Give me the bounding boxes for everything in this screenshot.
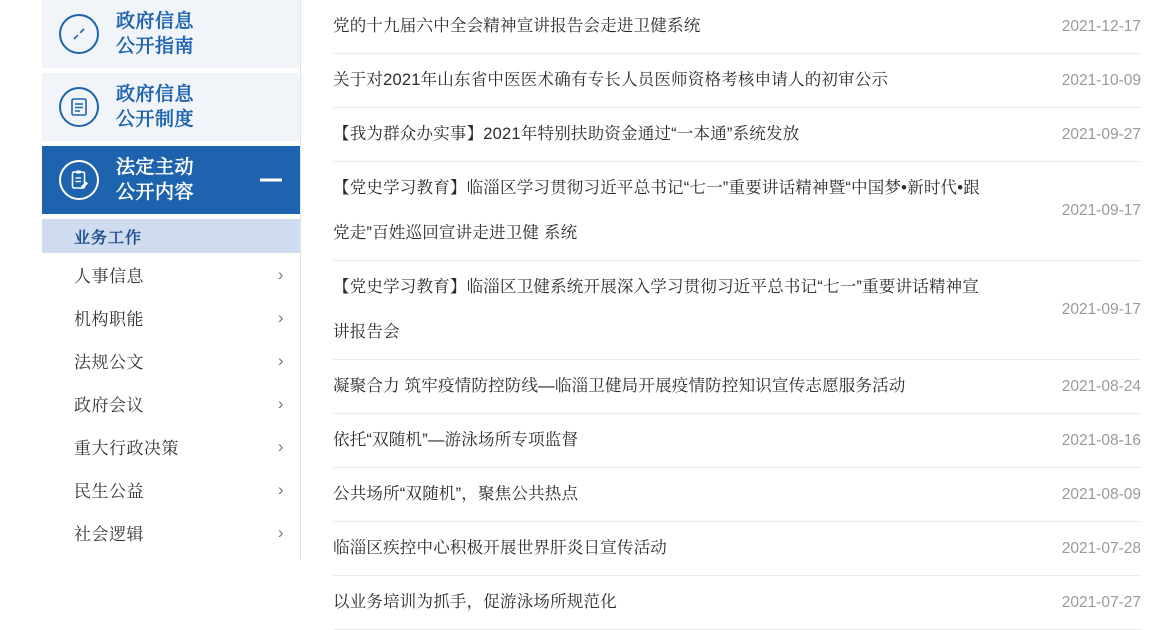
news-title[interactable]: 凝聚合力 筑牢疫情防控防线—临淄卫健局开展疫情防控知识宣传志愿服务活动 xyxy=(333,377,906,395)
sidebar-item-social-affairs-label: 社会逻辑 xyxy=(74,525,144,544)
news-date: 2021-08-09 xyxy=(1061,485,1141,503)
sidebar-item-public-welfare[interactable] xyxy=(42,468,300,511)
chevron-right-icon: › xyxy=(277,436,284,456)
sidebar-card-system-text xyxy=(116,82,194,132)
sidebar-subcategory-business-work[interactable] xyxy=(42,219,300,253)
news-title[interactable]: 【党史学习教育】临淄区学习贯彻习近平总书记“七一”重要讲话精神暨“中国梦•新时代•跟党走”百姓巡回宣讲走进卫健 系统 xyxy=(333,179,980,242)
news-list-item[interactable] xyxy=(333,576,1141,630)
sidebar-item-regulations[interactable] xyxy=(42,339,300,382)
sidebar-item-government-meetings[interactable] xyxy=(42,382,300,425)
clipboard-pen-icon xyxy=(59,160,99,200)
news-date: 2021-09-17 xyxy=(1061,301,1141,318)
sidebar-card-guide-line2: 公开指南 xyxy=(116,36,195,57)
sidebar-item-personnel-label: 人事信息 xyxy=(74,267,144,286)
sidebar-item-organization-label: 机构职能 xyxy=(74,310,144,329)
chevron-right-icon: › xyxy=(277,264,284,284)
sidebar-card-mandatory[interactable] xyxy=(42,146,300,214)
news-date: 2021-08-24 xyxy=(1061,377,1141,395)
chevron-right-icon: › xyxy=(277,393,284,413)
sidebar-card-system[interactable] xyxy=(42,73,300,141)
sidebar-item-major-decisions[interactable] xyxy=(42,425,300,468)
collapse-minus-icon[interactable] xyxy=(260,179,282,182)
sidebar-card-mandatory-line1: 法定主动 xyxy=(116,157,195,178)
news-list-item[interactable] xyxy=(333,468,1141,522)
document-lines-icon-wrap xyxy=(42,87,116,127)
sidebar-item-public-welfare-label: 民生公益 xyxy=(74,482,144,501)
news-list-item[interactable] xyxy=(333,414,1141,468)
news-list-item[interactable] xyxy=(333,54,1141,108)
news-date: 2021-07-28 xyxy=(1061,539,1141,557)
document-lines-icon xyxy=(59,87,99,127)
chevron-right-icon: › xyxy=(277,522,284,542)
news-list-item[interactable] xyxy=(333,360,1141,414)
news-title[interactable]: 依托“双随机”—游泳场所专项监督 xyxy=(333,431,579,449)
news-list-item[interactable] xyxy=(333,0,1141,54)
news-date: 2021-09-17 xyxy=(1061,202,1141,219)
news-date: 2021-10-09 xyxy=(1061,71,1141,89)
news-date: 2021-07-27 xyxy=(1061,593,1141,611)
clipboard-pen-icon-wrap xyxy=(42,160,116,200)
sidebar-card-guide-line1: 政府信息 xyxy=(116,11,195,32)
sidebar-card-system-line1: 政府信息 xyxy=(116,84,195,105)
news-title[interactable]: 公共场所“双随机”，聚焦公共热点 xyxy=(333,485,579,503)
news-date: 2021-12-17 xyxy=(1061,17,1141,35)
sidebar-card-guide-text xyxy=(116,9,194,59)
news-list xyxy=(300,0,1159,611)
news-list-item[interactable] xyxy=(333,108,1141,162)
news-title[interactable]: 临淄区疾控中心积极开展世界肝炎日宣传活动 xyxy=(333,539,667,557)
news-date: 2021-09-27 xyxy=(1061,125,1141,143)
chevron-right-icon: › xyxy=(277,307,284,327)
news-list-item[interactable] xyxy=(333,261,1141,360)
compass-icon-wrap xyxy=(42,14,116,54)
news-title[interactable]: 【党史学习教育】临淄区卫健系统开展深入学习贯彻习近平总书记“七一”重要讲话精神宣讲报告会 xyxy=(333,278,979,341)
sidebar-item-organization[interactable] xyxy=(42,296,300,339)
news-list-item[interactable] xyxy=(333,522,1141,576)
news-title[interactable]: 党的十九届六中全会精神宣讲报告会走进卫健系统 xyxy=(333,17,701,35)
sidebar-item-major-decisions-label: 重大行政决策 xyxy=(74,439,179,458)
compass-icon xyxy=(59,14,99,54)
sidebar-subcategory-label: 业务工作 xyxy=(74,229,143,247)
news-list-item[interactable] xyxy=(333,162,1141,261)
sidebar xyxy=(0,0,300,559)
sidebar-card-mandatory-text xyxy=(116,155,194,205)
sidebar-item-personnel[interactable] xyxy=(42,253,300,296)
sidebar-nav-list xyxy=(42,253,300,554)
news-date: 2021-08-16 xyxy=(1061,431,1141,449)
sidebar-item-regulations-label: 法规公文 xyxy=(74,353,144,372)
sidebar-item-government-meetings-label: 政府会议 xyxy=(74,396,144,415)
news-title[interactable]: 以业务培训为抓手，促游泳场所规范化 xyxy=(333,593,617,611)
sidebar-card-guide[interactable] xyxy=(42,0,300,68)
chevron-right-icon: › xyxy=(277,350,284,370)
chevron-right-icon: › xyxy=(277,479,284,499)
sidebar-card-system-line2: 公开制度 xyxy=(116,109,195,130)
news-title[interactable]: 关于对2021年山东省中医医术确有专长人员医师资格考核申请人的初审公示 xyxy=(333,71,889,89)
news-title[interactable]: 【我为群众办实事】2021年特别扶助资金通过“一本通”系统发放 xyxy=(333,125,800,143)
sidebar-card-mandatory-line2: 公开内容 xyxy=(116,182,195,203)
sidebar-item-social-affairs[interactable] xyxy=(42,511,300,554)
